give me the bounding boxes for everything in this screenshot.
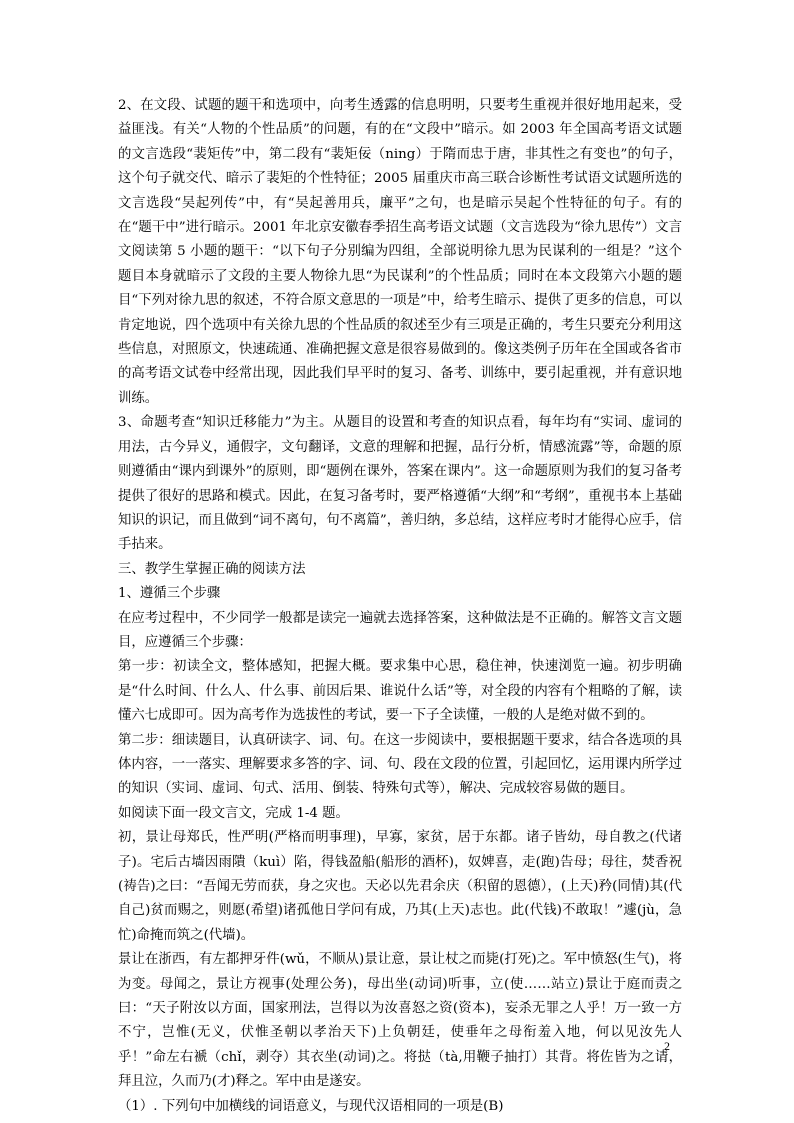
paragraph-classical-text-1: 初，景让母郑氏，性严明(严格而明事理)，早寡，家贫，居于东都。诸子皆幼，母自教之(代诸子)。宅后古墙因雨隤（kuì）陷，得钱盈船(船形的酒杯)，奴婢喜，走(跑)告母；母往，焚香祝(祷告)之曰：“吾闻无劳而获，身之灾也。天必以先君余庆（积留的恩德），(上天)矜(同情)其(代自己)贫而赐之，则愿(希望)诸孤他日学问有成，乃其(上天)志也。此(代钱)不敢取！”遽(jù，急忙)命掩而筑之(代墙)。 xyxy=(118,830,682,943)
paragraph-question-1: （1）. 下列句中加横线的词语意义，与现代汉语相同的一项是(B) xyxy=(118,1098,504,1114)
paragraph-classical-text-2: 景让在浙西，有左都押牙件(wǔ，不顺从)景让意，景让杖之而毙(打死)之。军中愤怒(生气)，将为变。母闻之，景让方视事(处理公务)，母出坐(动词)听事，立(使……站立)景让于庭而责之曰：“天子附汝以方面，国家刑法，岂得以为汝喜怒之资(资本)，妄杀无罪之人乎！万一致一方不宁，岂惟(无义，伏惟圣朝以孝治天下)上负朝廷，使垂年之母衔羞入地，何以见汝先人乎！”命左右褫（chǐ，剥夺）其衣坐(动词)之。将挞（tà,用鞭子抽打）其背。将佐皆为之请，拜且泣，久而乃(才)释之。军中由是遂安。 xyxy=(118,952,682,1090)
document-body xyxy=(118,94,682,1119)
section-heading-reading-method: 三、教学生掌握正确的阅读方法 xyxy=(118,561,306,577)
paragraph-intro-steps: 在应考过程中，不少同学一般都是读完一遍就去选择答案，这种做法是不正确的。解答文言文题目，应遵循三个步骤： xyxy=(118,610,682,650)
page-number: 2 xyxy=(664,1039,670,1053)
paragraph-step-one: 第一步：初读全文，整体感知，把握大概。要求集中心思，稳住神，快速浏览一遍。初步明确是“什么时间、什么人、什么事、前因后果、谁说什么话”等，对全段的内容有个粗略的了解，读懂六七成即可。因为高考作为选拔性的考试，要一下子全读懂，一般的人是绝对做不到的。 xyxy=(118,659,682,724)
subheading-three-steps: 1、遵循三个步骤 xyxy=(118,586,221,602)
paragraph-example-intro: 如阅读下面一段文言文，完成 1-4 题。 xyxy=(118,805,349,821)
paragraph-exam-hints: 2、在文段、试题的题干和选项中，向考生透露的信息明明，只要考生重视并很好地用起来，受益匪浅。有关“人物的个性品质”的问题，有的在“文段中”暗示。如 2003 年全国高考语文试题的文言选段“裴矩传”中，第二段有“裴矩佞（ning）于隋而忠于唐，非其性之有变也”的句子，这个句子就交代、暗示了裴矩的个性特征；2005 届重庆市高三联合诊断性考试语文试题所选的文言选段“吴起列传”中，有“吴起善用兵，廉平”之句，也是暗示吴起个性特征的句子。有的在“题干中”进行暗示。2001 年北京安徽春季招生高考语文试题（文言选段为“徐九思传”）文言文阅读第 5 小题的题干：“以下句子分别编为四组，全部说明徐九思为民谋利的一组是？”这个题目本身就暗示了文段的主要人物徐九思“为民谋利”的个性品质；同时在本文段第六小题的题目“下列对徐九思的叙述，不符合原文意思的一项是”中，给考生暗示、提供了更多的信息，可以肯定地说，四个选项中有关徐九思的个性品质的叙述至少有三项是正确的，考生只要充分利用这些信息，对照原文，快速疏通、准确把握文意是很容易做到的。像这类例子历年在全国或各省市的高考语文试卷中经常出现，因此我们早平时的复习、备考、训练中，要引起重视，并有意识地训练。 xyxy=(118,98,682,406)
paragraph-step-two: 第二步：细读题目，认真研读字、词、句。在这一步阅读中，要根据题干要求，结合各选项的具体内容，一一落实、理解要求多答的字、词、句、段在文段的位置，引起回忆，运用课内所学过的知识（实词、虚词、句式、活用、倒装、特殊句式等），解决、完成较容易做的题目。 xyxy=(118,732,682,797)
paragraph-knowledge-transfer: 3、命题考查“知识迁移能力”为主。从题目的设置和考查的知识点看，每年均有“实词、虚词的用法，古今异义，通假字，文句翻译，文意的理解和把握，品行分析，情感流露”等，命题的原则遵循由“课内到课外”的原则，即“题例在课外，答案在课内”。这一命题原则为我们的复习备考提供了很好的思路和模式。因此，在复习备考时，要严格遵循“大纲”和“考纲”，重视书本上基础知识的识记，而且做到“词不离句，句不离篇”，善归纳，多总结，这样应考时才能得心应手，信手拈来。 xyxy=(118,415,682,553)
